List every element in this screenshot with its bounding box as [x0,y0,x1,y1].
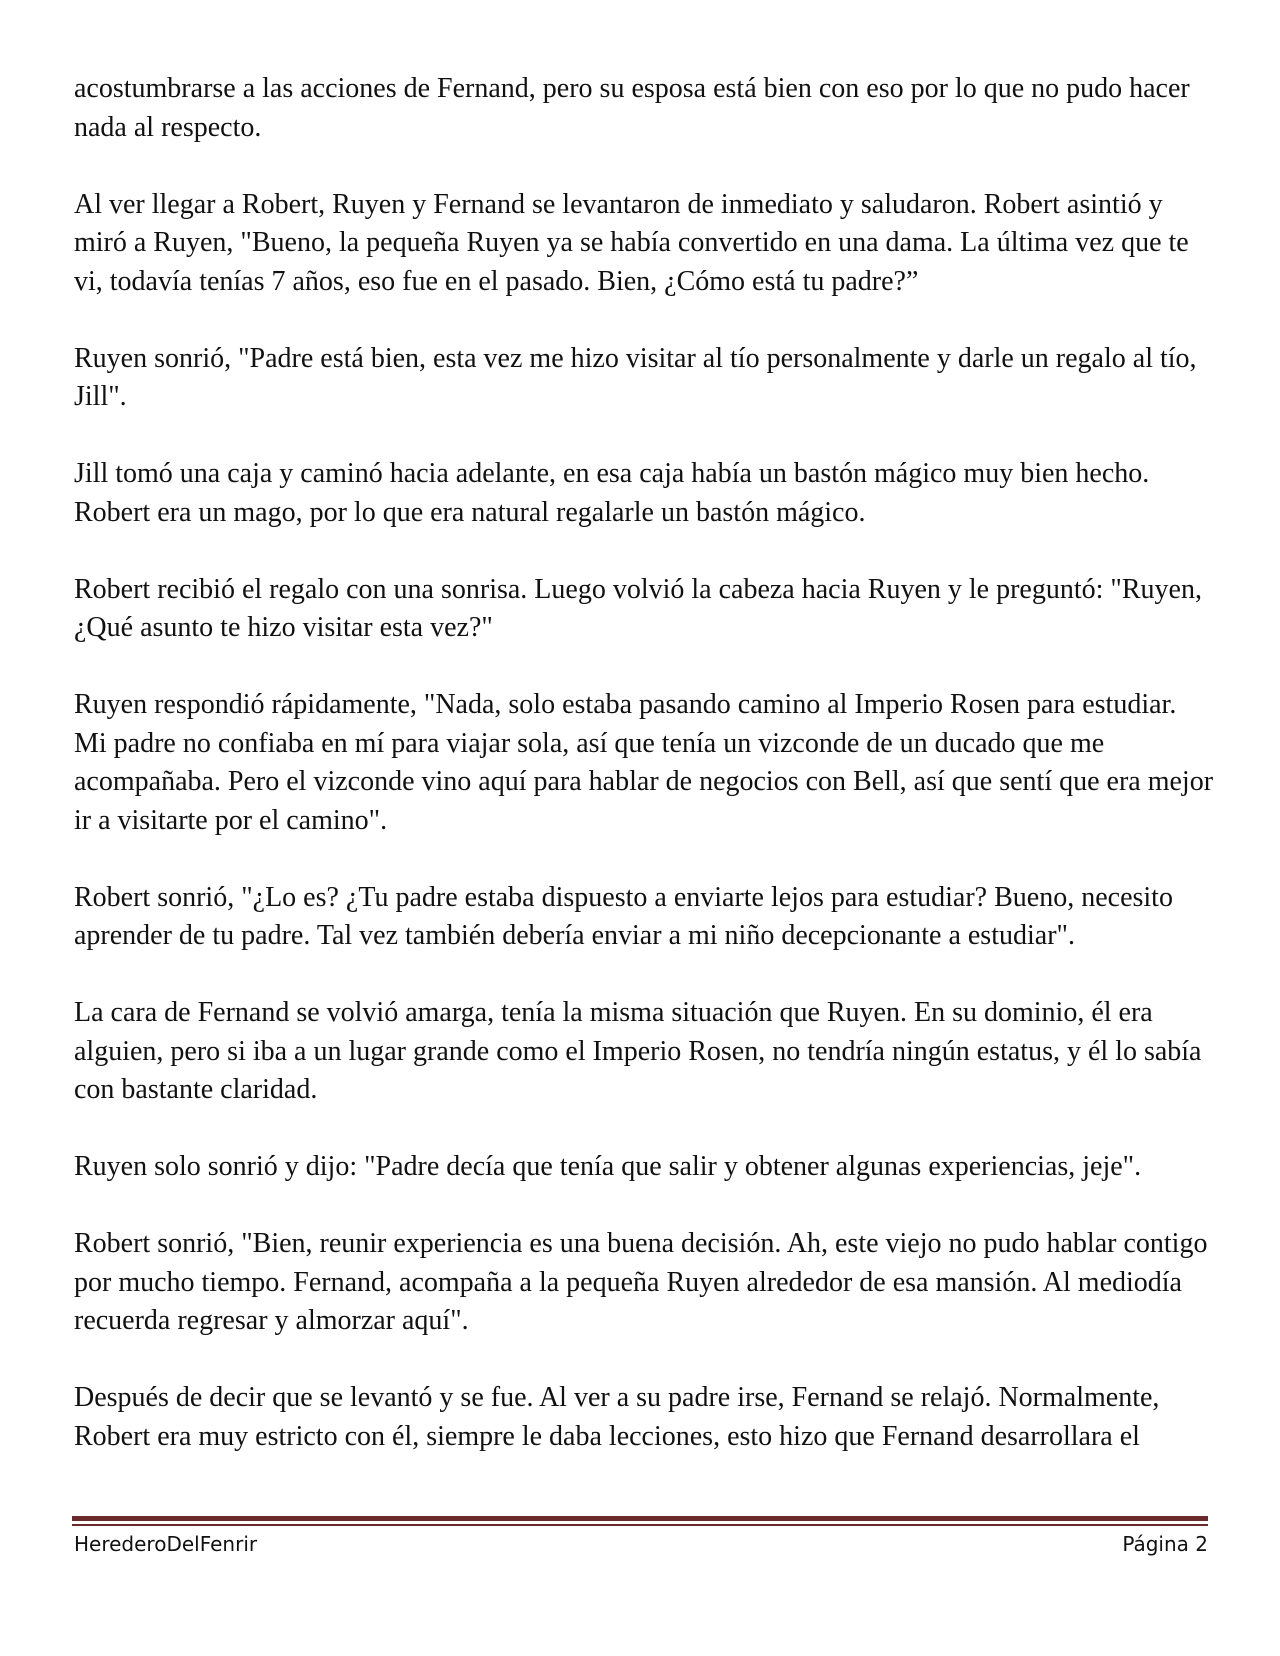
paragraph: Robert sonrió, "¿Lo es? ¿Tu padre estaba dispuesto a enviarte lejos para estudiar? Bueno, necesito aprender de tu padre. Tal vez también debería enviar a mi niño decepcionante a estudiar". [74,881,1173,951]
paragraph: Ruyen respondió rápidamente, "Nada, solo estaba pasando camino al Imperio Rosen para estudiar. Mi padre no confiaba en mí para viajar sola, así que tenía un vizconde de un ducado que me acompañaba. Pero el vizconde vino aquí para hablar de negocios con Bell, así que sentí que era mejor ir a visitarte por el camino". [74,689,1214,836]
paragraph: Ruyen solo sonrió y dijo: "Padre decía que tenía que salir y obtener algunas experiencias, jeje". [74,1151,1142,1182]
footer-author: HerederoDelFenrir [74,1532,258,1556]
paragraph: La cara de Fernand se volvió amarga, tenía la misma situación que Ruyen. En su dominio, él era alguien, pero si iba a un lugar grande como el Imperio Rosen, no tendría ningún estatus, y él lo sabía con bastante claridad. [74,997,1202,1105]
document-body [74,70,1214,1495]
paragraph: Al ver llegar a Robert, Ruyen y Fernand se levantaron de inmediato y saludaron. Robert asintió y miró a Ruyen, "Bueno, la pequeña Ruyen ya se había convertido en una dama. La última vez que te vi, todavía tenías 7 años, eso fue en el pasado. Bien, ¿Cómo está tu padre?” [74,188,1189,297]
footer-rule-thick [72,1516,1208,1521]
paragraph: Ruyen sonrió, "Padre está bien, esta vez me hizo visitar al tío personalmente y darle un regalo al tío, Jill". [74,342,1197,412]
footer-page-number: Página 2 [1122,1532,1208,1556]
paragraph: acostumbrarse a las acciones de Fernand, pero su esposa está bien con eso por lo que no pudo hacer nada al respecto. [74,73,1190,143]
paragraph: Robert recibió el regalo con una sonrisa. Luego volvió la cabeza hacia Ruyen y le preguntó: "Ruyen, ¿Qué asunto te hizo visitar esta vez?" [74,573,1202,643]
paragraph: Robert sonrió, "Bien, reunir experiencia es una buena decisión. Ah, este viejo no pudo hablar contigo por mucho tiempo. Fernand, acompaña a la pequeña Ruyen alrededor de esa mansión. Al mediodía recuerda regresar y almorzar aquí". [74,1228,1208,1336]
paragraph: Jill tomó una caja y caminó hacia adelante, en esa caja había un bastón mágico muy bien hecho. Robert era un mago, por lo que era natural regalarle un bastón mágico. [74,458,1150,528]
footer-rule-thin [72,1524,1208,1526]
paragraph: Después de decir que se levantó y se fue. Al ver a su padre irse, Fernand se relajó. Normalmente, Robert era muy estricto con él, siempre le daba lecciones, esto hizo que Fernand desarrollara el [74,1382,1160,1452]
